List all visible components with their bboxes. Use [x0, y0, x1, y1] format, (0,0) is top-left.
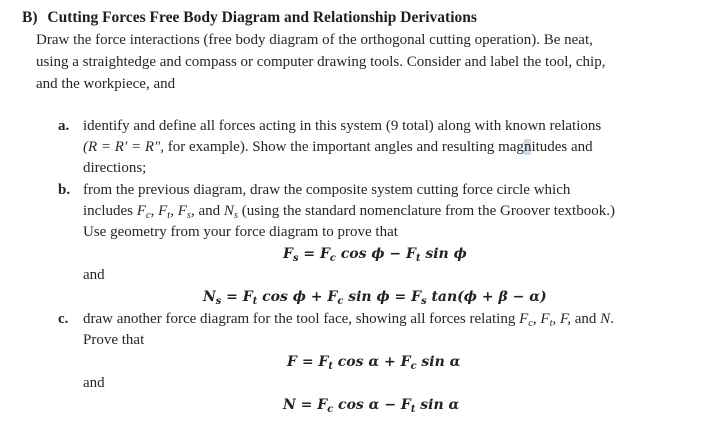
item-b-line-3: Use geometry from your force diagram to prove that	[83, 224, 398, 240]
item-a-marker: a.	[58, 118, 70, 134]
item-a-line-1: identify and define all forces acting in this system (9 total) along with known relations	[83, 118, 602, 134]
equation-f: $F = F_t$ $\cos \alpha + F_c$ sin α	[287, 354, 461, 372]
item-b-line-2: includes $F_c$, $F_t$, $F_s$, and $N_s$ (using the standard nomenclature from the Groover textbook.)	[83, 203, 615, 221]
item-c-and: and	[83, 375, 105, 391]
item-c-marker: c.	[58, 311, 69, 327]
item-a-line-3: directions;	[83, 160, 147, 176]
equation-ns: $N_s = F_t$ $\cos \phi + F_c$ $\sin \phi = F_s$ tan(ϕ + β − α)	[203, 289, 547, 307]
item-b-marker: b.	[58, 182, 71, 198]
equation-n: $N = F_c$ $\cos \alpha - F_t$ sin α	[283, 397, 460, 415]
item-a-line-2: (R = R′ = R″, for example). Show the important angles and resulting magnitudes and	[83, 139, 593, 155]
item-c-line-1: draw another force diagram for the tool face, showing all forces relating $F_c$, $F_t$, F, and N.	[83, 311, 614, 329]
relation-math: (R = R′ = R″	[83, 139, 161, 155]
item-b-line-1: from the previous diagram, draw the composite system cutting force circle which	[83, 182, 571, 198]
section-label: B)	[22, 9, 38, 26]
intro-line-3: and the workpiece, and	[36, 76, 176, 92]
section-title: Cutting Forces Free Body Diagram and Relationship Derivations	[47, 9, 477, 26]
equation-fs: $F_s = F_c$ $\cos \phi - F_t$ sin ϕ	[283, 246, 467, 264]
intro-line-1: Draw the force interactions (free body diagram of the orthogonal cutting operation). Be neat,	[36, 32, 593, 48]
intro-line-2: using a straightedge and compass or computer drawing tools. Consider and label the tool, chip,	[36, 54, 606, 70]
text-selection-highlight: n	[523, 139, 532, 155]
section-heading	[22, 8, 477, 28]
item-c-line-2: Prove that	[83, 332, 145, 348]
item-b-and: and	[83, 267, 105, 283]
